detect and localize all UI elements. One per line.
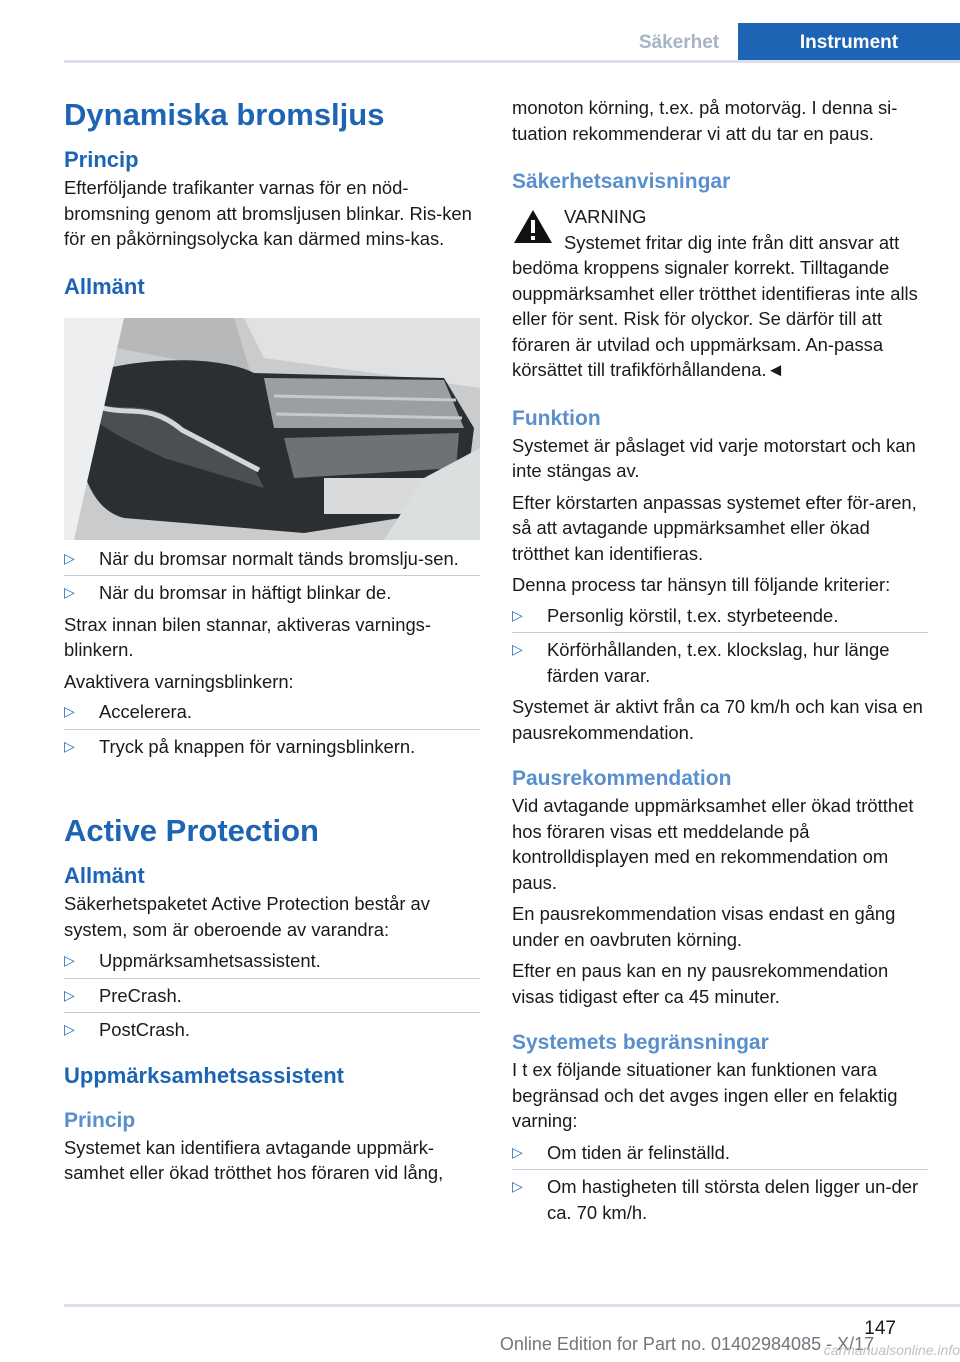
- divider: [64, 978, 480, 979]
- header-section-tab: Säkerhet: [638, 32, 720, 53]
- triangle-right-icon: ▷: [512, 1143, 523, 1160]
- right-column: [512, 95, 928, 1225]
- warning-title: VARNING: [564, 206, 647, 227]
- list-item: ▷ När du bromsar normalt tänds bromslju-sen.: [64, 546, 480, 572]
- left-column: [64, 95, 480, 1186]
- paragraph-pause-2: En pausrekommendation visas endast en gång under en oavbruten körning.: [512, 903, 896, 950]
- heading-active-protection: Active Protection: [64, 813, 319, 848]
- paragraph-active: Systemet är aktivt från ca 70 km/h och kan visa en pausrekommendation.: [512, 696, 923, 743]
- header-chapter-tab: Instrument: [738, 23, 960, 63]
- watermark: carmanualsonline.info: [823, 1342, 960, 1358]
- paragraph-function-3: Denna process tar hänsyn till följande kriterier:: [512, 574, 891, 595]
- divider: [64, 729, 480, 730]
- heading-principle: Princip: [64, 147, 139, 172]
- paragraph-pause-3: Efter en paus kan en ny pausrekommendation visas tidigast efter ca 45 minuter.: [512, 960, 889, 1007]
- triangle-right-icon: ▷: [512, 606, 523, 623]
- triangle-right-icon: ▷: [64, 986, 75, 1003]
- triangle-right-icon: ▷: [512, 1178, 523, 1194]
- triangle-right-icon: ▷: [64, 952, 75, 968]
- list-item: ▷ PostCrash.: [64, 1017, 480, 1043]
- paragraph-limitations: I t ex följande situationer kan funktionen vara begränsad och det avges ingen eller en felaktig varning:: [512, 1059, 898, 1131]
- footer-rule: [64, 1304, 960, 1307]
- warning-triangle-icon: [512, 208, 554, 246]
- triangle-right-icon: ▷: [64, 584, 75, 600]
- divider: [64, 575, 480, 576]
- triangle-right-icon: ▷: [64, 1021, 75, 1037]
- list-item: ▷ PreCrash.: [64, 983, 480, 1009]
- divider: [512, 632, 928, 633]
- list-item: ▷ Körförhållanden, t.ex. klockslag, hur länge färden varar.: [512, 639, 890, 686]
- list-item: ▷ Personlig körstil, t.ex. styrbeteende.: [512, 603, 928, 629]
- heading-pause-recommendation: Pausrekommendation: [512, 767, 732, 790]
- list-item: ▷ Accelerera.: [64, 699, 480, 725]
- list-item: ▷ Uppmärksamhetsassistent.: [64, 948, 480, 974]
- heading-attention-assistant: Uppmärksamhetsassistent: [64, 1062, 345, 1088]
- paragraph-deactivate: Avaktivera varningsblinkern:: [64, 670, 294, 692]
- list-item: ▷ Tryck på knappen för varningsblinkern.: [64, 734, 480, 760]
- heading-principle-2: Princip: [64, 1108, 136, 1132]
- warning-text: Systemet fritar dig inte från ditt ansvar att bedöma kroppens signaler korrekt. Tilltagande ouppmärksamhet eller trötthet identifieras inte alls eller för sent. Risk för olyckor. Se därför till att föraren är utvilad och uppmärksam. An-passa körsättet till trafikförhållandena.◄: [512, 231, 918, 380]
- heading-dynamic-brake-lights: Dynamiska bromsljus: [64, 97, 385, 132]
- tail-light-photo: [64, 318, 480, 540]
- paragraph-package: Säkerhetspaketet Active Protection består av system, som är oberoende av varandra:: [64, 893, 430, 940]
- warning-block: [512, 204, 928, 383]
- paragraph-strax: Strax innan bilen stannar, aktiveras varnings-blinkern.: [64, 613, 431, 660]
- paragraph-function-2: Efter körstarten anpassas systemet efter för-aren, så att avtagande uppmärksamhet eller ökad trötthet kan identifieras.: [512, 491, 917, 564]
- paragraph-pause-1: Vid avtagande uppmärksamhet eller ökad trötthet hos föraren visas ett meddelande på kontrolldisplayen med en rekommendation om paus.: [512, 795, 914, 893]
- edition-text: Online Edition for Part no. 01402984085 - X/17: [499, 1334, 875, 1354]
- header-rule: [64, 60, 960, 63]
- paragraph-continued: monoton körning, t.ex. på motorväg. I denna si-tuation rekommenderar vi att du tar en paus.: [512, 97, 898, 144]
- triangle-right-icon: ▷: [64, 703, 75, 719]
- paragraph-principle: Efterföljande trafikanter varnas för en nöd-bromsning genom att bromsljusen blinkar. Ris-ken för en påkörningsolycka kan därmed mins-kas.: [64, 177, 472, 249]
- heading-general: Allmänt: [64, 273, 145, 299]
- heading-general-2: Allmänt: [64, 863, 145, 888]
- list-item: ▷ När du bromsar in häftigt blinkar de.: [64, 580, 480, 606]
- triangle-right-icon: ▷: [64, 549, 75, 566]
- paragraph-assistant: Systemet kan identifiera avtagande uppmärk-samhet eller ökad trötthet hos föraren vid lång,: [64, 1136, 444, 1183]
- paragraph-function-1: Systemet är påslaget vid varje motorstart och kan inte stängas av.: [512, 434, 916, 481]
- list-item: ▷ Om tiden är felinställd.: [512, 1140, 928, 1166]
- heading-function: Funktion: [512, 406, 601, 430]
- page-number: 147: [864, 1318, 896, 1339]
- heading-limitations: Systemets begränsningar: [512, 1031, 769, 1054]
- triangle-right-icon: ▷: [512, 641, 523, 657]
- heading-safety-notes: Säkerhetsanvisningar: [512, 170, 731, 193]
- divider: [512, 1169, 928, 1170]
- list-item: ▷ Om hastigheten till största delen ligger un-der ca. 70 km/h.: [512, 1176, 919, 1223]
- divider: [64, 1012, 480, 1013]
- triangle-right-icon: ▷: [64, 737, 75, 754]
